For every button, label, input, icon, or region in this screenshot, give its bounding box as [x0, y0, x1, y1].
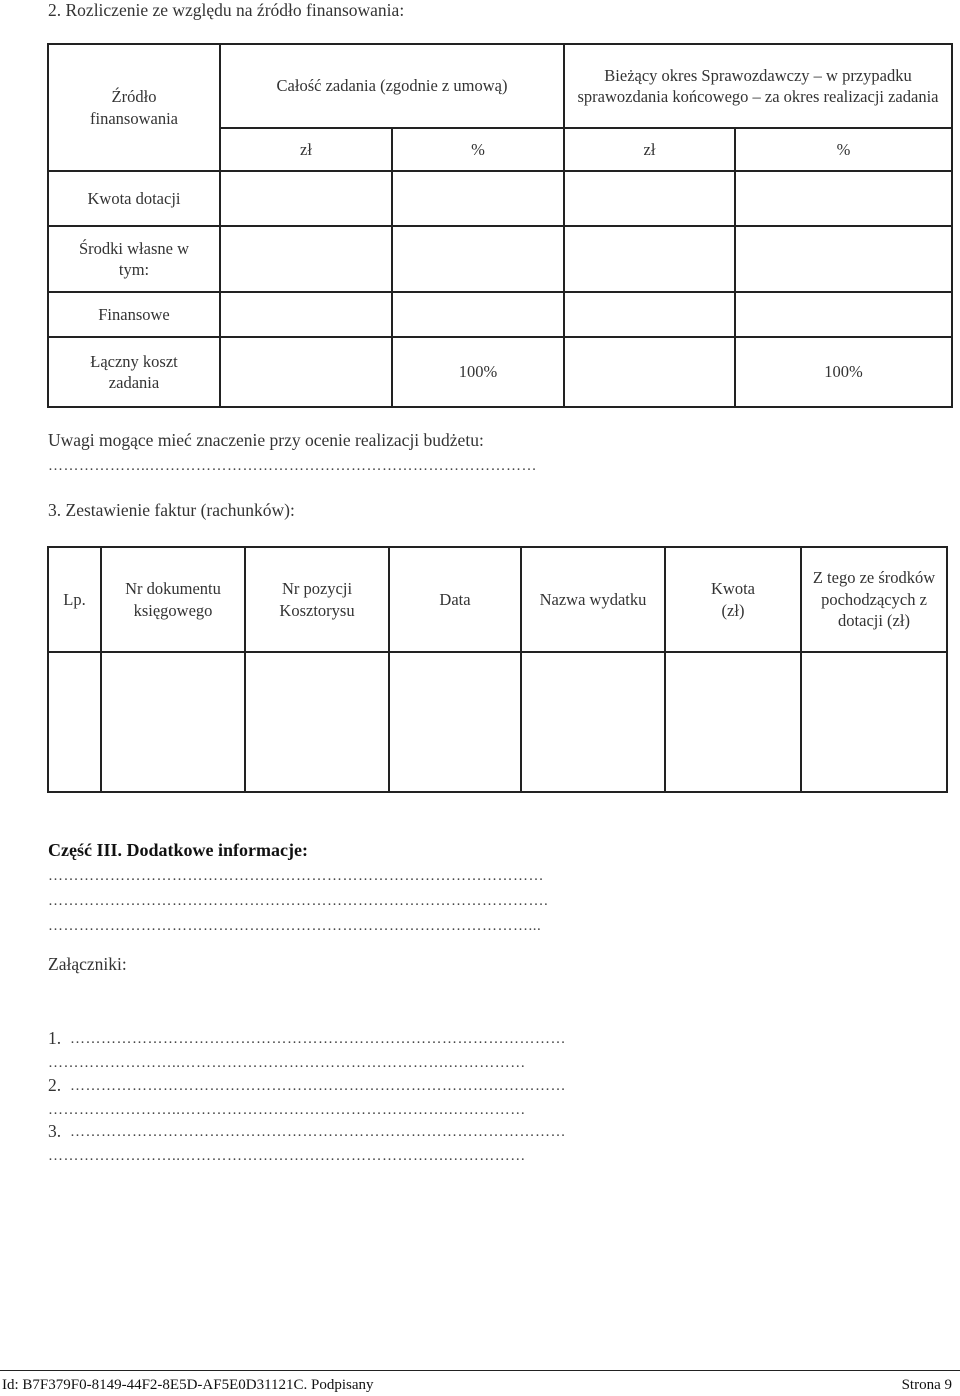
cell [245, 652, 389, 792]
total-percent-2: 100% [735, 337, 952, 407]
cell [801, 652, 947, 792]
footer-document-id: Id: B7F379F0-8149-44F2-8E5D-AF5E0D31121C. Podpisany [2, 1377, 374, 1393]
col-header-lp: Lp. [48, 547, 101, 652]
row-grant: Kwota dotacji [48, 171, 220, 226]
cell [735, 171, 952, 226]
row-financial: Finansowe [48, 292, 220, 337]
cell [392, 292, 564, 337]
attachment-line: …………………………………………………………………………………… [70, 1031, 566, 1047]
attachment-line: ……………………..…………………………………………….…………… [48, 1055, 526, 1071]
cell [220, 171, 392, 226]
cell [521, 652, 665, 792]
row-total-cost: Łączny koszt zadania [48, 337, 220, 407]
footer-page-number: Strona 9 [901, 1377, 952, 1393]
col-header-position-number: Nr pozycji Kosztorysu [245, 547, 389, 652]
attachment-number: 3. [48, 1121, 62, 1141]
cell [101, 652, 245, 792]
invoices-table [47, 546, 948, 793]
total-percent-1: 100% [392, 337, 564, 407]
attachment-number: 2. [48, 1075, 62, 1095]
attachment-line: ……………………..…………………………………………….…………… [48, 1102, 526, 1118]
remarks-dots: ………………..………………………………………………………………… [48, 458, 537, 474]
attachment-line: …………………………………………………………………………………… [70, 1124, 566, 1140]
unit-zl: zł [220, 128, 392, 171]
header-current: Bieżący okres Sprawozdawczy – w przypadku sprawozdania końcowego – za okres realizacji zadania [564, 44, 952, 128]
part-3-title: Część III. Dodatkowe informacje: [48, 840, 308, 860]
section-3-title: 3. Zestawienie faktur (rachunków): [48, 500, 295, 520]
cell [564, 226, 735, 292]
attachment-number: 1. [48, 1028, 62, 1048]
col-header-from-grant: Z tego ze środków pochodzących z dotacji (zł) [801, 547, 947, 652]
info-line: …………………………………………………………………………………... [48, 918, 542, 934]
cell [564, 337, 735, 407]
row-own-funds: Środki własne w tym: [48, 226, 220, 292]
unit-percent: % [735, 128, 952, 171]
col-header-expense-name: Nazwa wydatku [521, 547, 665, 652]
cell [564, 171, 735, 226]
col-header-amount: Kwota (zł) [665, 547, 801, 652]
header-total: Całość zadania (zgodnie z umową) [220, 44, 564, 128]
cell [735, 226, 952, 292]
remarks-label: Uwagi mogące mieć znaczenie przy ocenie realizacji budżetu: [48, 430, 484, 450]
info-line: ……………………………………………………………………………………. [48, 893, 549, 909]
cell [392, 226, 564, 292]
cell [48, 652, 101, 792]
info-line: …………………………………………………………………………………… [48, 868, 544, 884]
cell [735, 292, 952, 337]
unit-percent: % [392, 128, 564, 171]
col-header-date: Data [389, 547, 521, 652]
funding-source-table [47, 43, 953, 408]
attachment-line: ……………………..…………………………………………….…………… [48, 1148, 526, 1164]
col-header-document-number: Nr dokumentu księgowego [101, 547, 245, 652]
header-source: Źródło finansowania [48, 44, 220, 171]
unit-zl: zł [564, 128, 735, 171]
attachments-label: Załączniki: [48, 954, 127, 974]
cell [220, 226, 392, 292]
cell [665, 652, 801, 792]
attachment-line: …………………………………………………………………………………… [70, 1078, 566, 1094]
section-2-title: 2. Rozliczenie ze względu na źródło finansowania: [48, 0, 405, 20]
cell [220, 337, 392, 407]
cell [220, 292, 392, 337]
cell [564, 292, 735, 337]
cell [392, 171, 564, 226]
footer-divider [0, 1370, 960, 1371]
cell [389, 652, 521, 792]
